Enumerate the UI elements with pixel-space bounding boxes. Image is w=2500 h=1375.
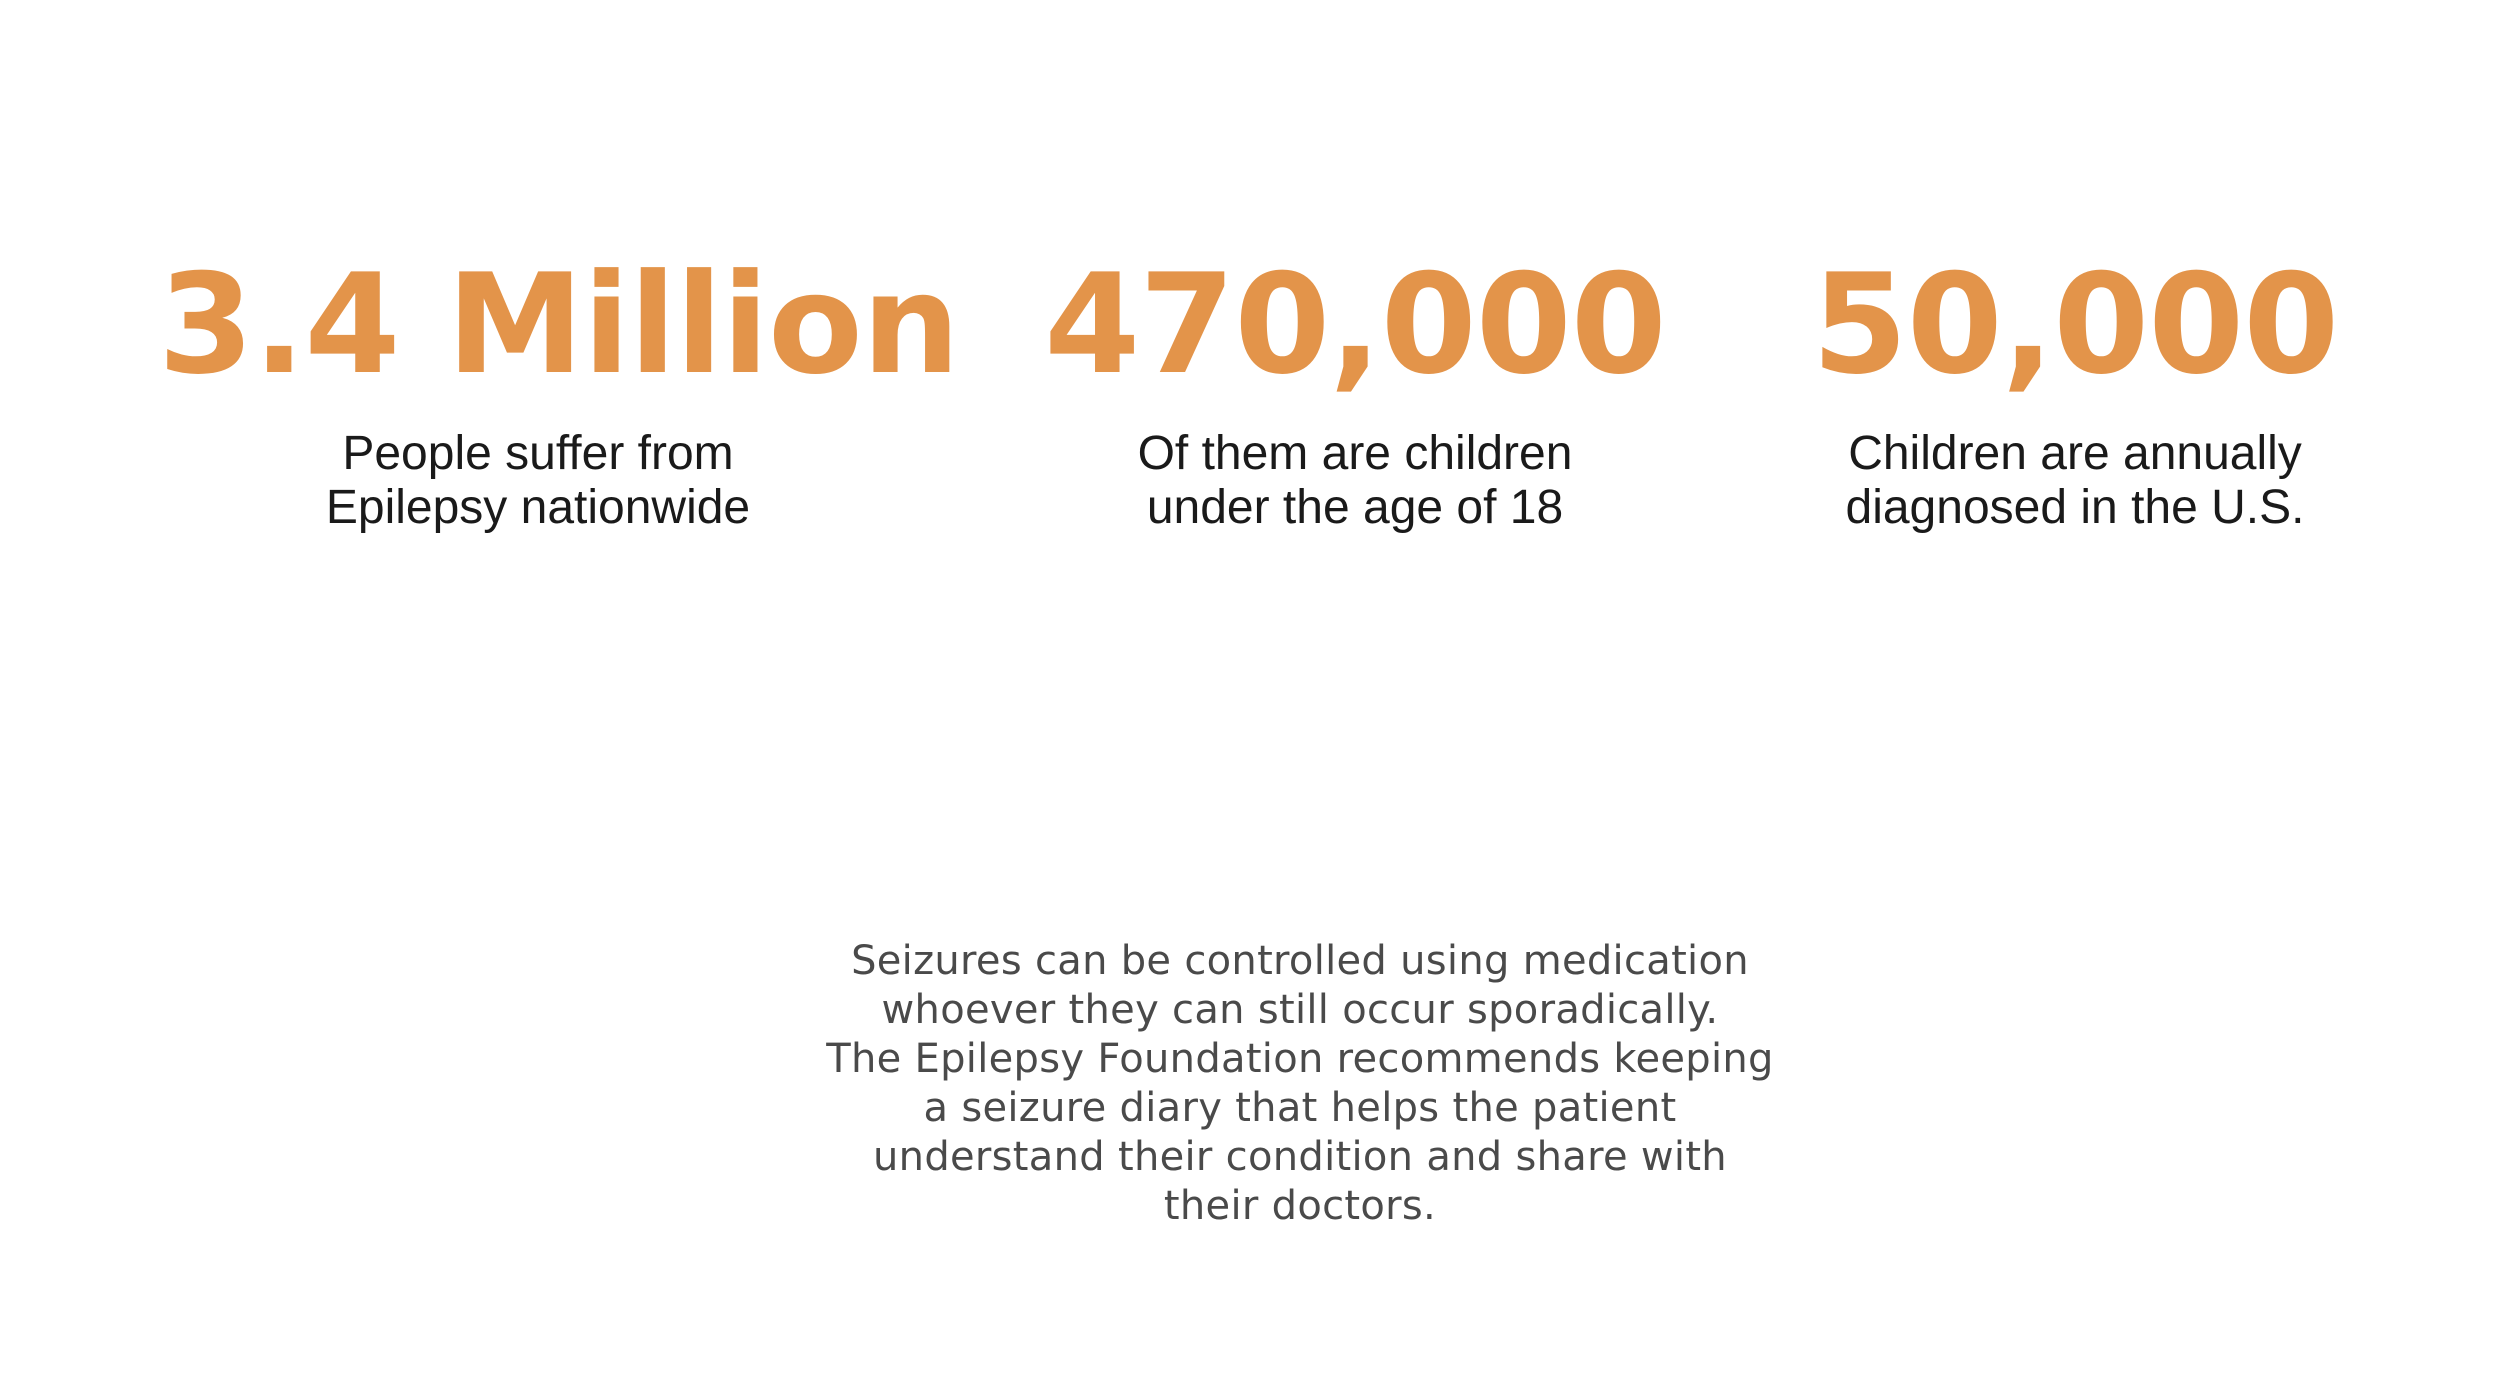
stat-value: 3.4 Million [158, 244, 960, 405]
stat-caption-line: Children are annually [1848, 427, 2302, 480]
stat-value: 470,000 [1044, 244, 1666, 405]
stat-caption [1695, 427, 2455, 535]
stat-value: 50,000 [1811, 244, 2339, 405]
body-paragraph [700, 937, 1900, 1231]
stat-people-with-epilepsy [158, 244, 960, 535]
body-line: understand their condition and share with [873, 1134, 1727, 1180]
stat-caption [158, 427, 918, 535]
stat-caption-line: under the age of 18 [1146, 481, 1564, 534]
stat-caption-line: diagnosed in the U.S. [1845, 481, 2305, 534]
body-line: their doctors. [1163, 1183, 1437, 1229]
stat-caption-line: Epilepsy nationwide [325, 481, 751, 534]
body-line: The Epilepsy Foundation recommends keeping [826, 1036, 1774, 1082]
stat-caption-line: Of them are children [1137, 427, 1573, 480]
body-line: whoever they can still occur sporadically. [881, 987, 1719, 1033]
stat-caption-line: People suffer from [342, 427, 734, 480]
stat-children-under-18 [975, 245, 1735, 535]
body-line: Seizures can be controlled using medication [851, 938, 1749, 984]
body-line: a seizure diary that helps the patient [923, 1085, 1677, 1131]
stats-row [0, 245, 2500, 545]
stat-caption [975, 427, 1735, 535]
stat-annual-diagnoses [1695, 245, 2455, 535]
